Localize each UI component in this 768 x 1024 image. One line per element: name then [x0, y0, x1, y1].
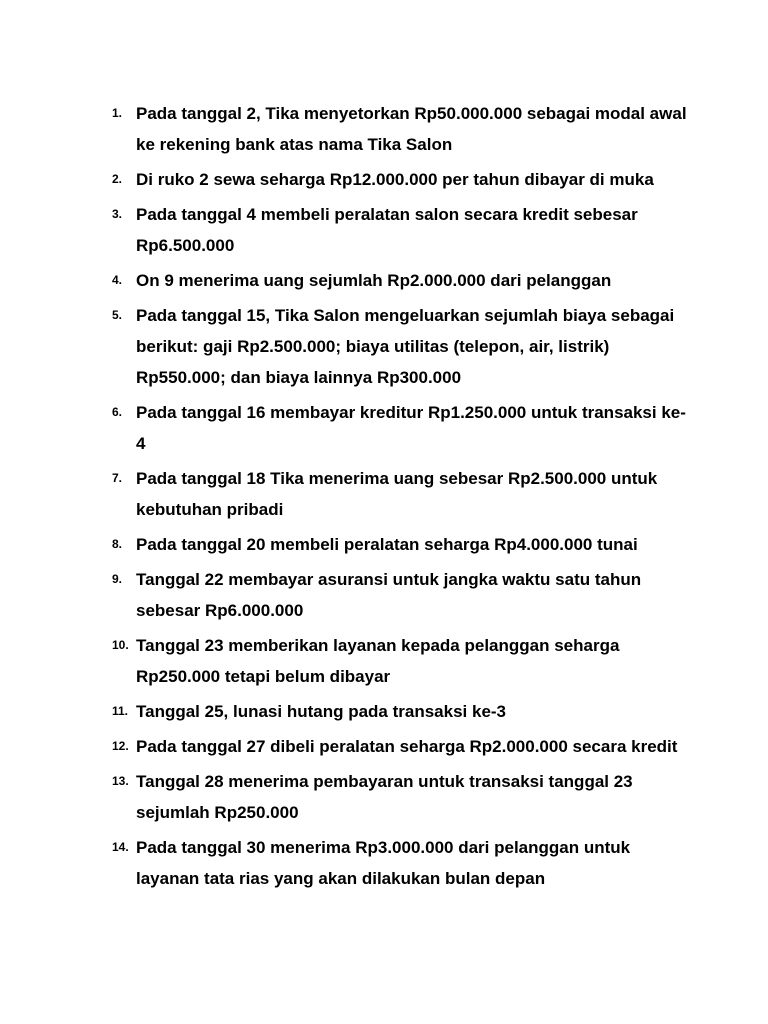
item-number: 11.: [112, 704, 129, 718]
list-item: [0, 731, 768, 762]
item-number: 5.: [112, 308, 123, 322]
item-number: 1.: [112, 106, 123, 120]
item-number: 14.: [112, 840, 129, 854]
item-text: Pada tanggal 15, Tika Salon mengeluarkan sejumlah biaya sebagai berikut: gaji Rp2.500.000; biaya utilitas (telepon, air, listrik) Rp550.000; dan biaya lainnya Rp300.000: [136, 306, 675, 387]
item-text: Pada tanggal 16 membayar kreditur Rp1.250.000 untuk transaksi ke-4: [136, 403, 686, 453]
list-item: [0, 564, 768, 626]
list-item: [0, 463, 768, 525]
item-number: 13.: [112, 774, 129, 788]
list-item: [0, 766, 768, 828]
item-text: Pada tanggal 4 membeli peralatan salon secara kredit sebesar Rp6.500.000: [136, 205, 638, 255]
item-text: Pada tanggal 20 membeli peralatan seharga Rp4.000.000 tunai: [136, 535, 638, 554]
item-text: Pada tanggal 27 dibeli peralatan seharga Rp2.000.000 secara kredit: [136, 737, 678, 756]
item-number: 6.: [112, 405, 123, 419]
item-text: Tanggal 28 menerima pembayaran untuk transaksi tanggal 23 sejumlah Rp250.000: [136, 772, 633, 822]
list-item: [0, 164, 768, 195]
transaction-list: [0, 98, 768, 898]
item-text: Di ruko 2 sewa seharga Rp12.000.000 per tahun dibayar di muka: [136, 170, 654, 189]
item-text: Tanggal 22 membayar asuransi untuk jangka waktu satu tahun sebesar Rp6.000.000: [136, 570, 642, 620]
item-text: Pada tanggal 2, Tika menyetorkan Rp50.000.000 sebagai modal awal ke rekening bank atas nama Tika Salon: [136, 104, 687, 154]
item-text: Pada tanggal 30 menerima Rp3.000.000 dari pelanggan untuk layanan tata rias yang akan dilakukan bulan depan: [136, 838, 631, 888]
list-item: [0, 630, 768, 692]
item-text: Pada tanggal 18 Tika menerima uang sebesar Rp2.500.000 untuk kebutuhan pribadi: [136, 469, 658, 519]
list-item: [0, 98, 768, 160]
item-number: 8.: [112, 537, 123, 551]
item-number: 7.: [112, 471, 123, 485]
list-item: [0, 300, 768, 393]
list-item: [0, 397, 768, 459]
item-number: 12.: [112, 739, 129, 753]
list-item: [0, 696, 768, 727]
item-number: 9.: [112, 572, 123, 586]
item-text: On 9 menerima uang sejumlah Rp2.000.000 dari pelanggan: [136, 271, 612, 290]
item-text: Tanggal 25, lunasi hutang pada transaksi ke-3: [136, 702, 507, 721]
item-number: 10.: [112, 638, 129, 652]
item-number: 3.: [112, 207, 123, 221]
list-item: [0, 832, 768, 894]
list-item: [0, 265, 768, 296]
item-number: 4.: [112, 273, 123, 287]
item-text: Tanggal 23 memberikan layanan kepada pelanggan seharga Rp250.000 tetapi belum dibayar: [136, 636, 620, 686]
list-item: [0, 529, 768, 560]
list-item: [0, 199, 768, 261]
item-number: 2.: [112, 172, 123, 186]
